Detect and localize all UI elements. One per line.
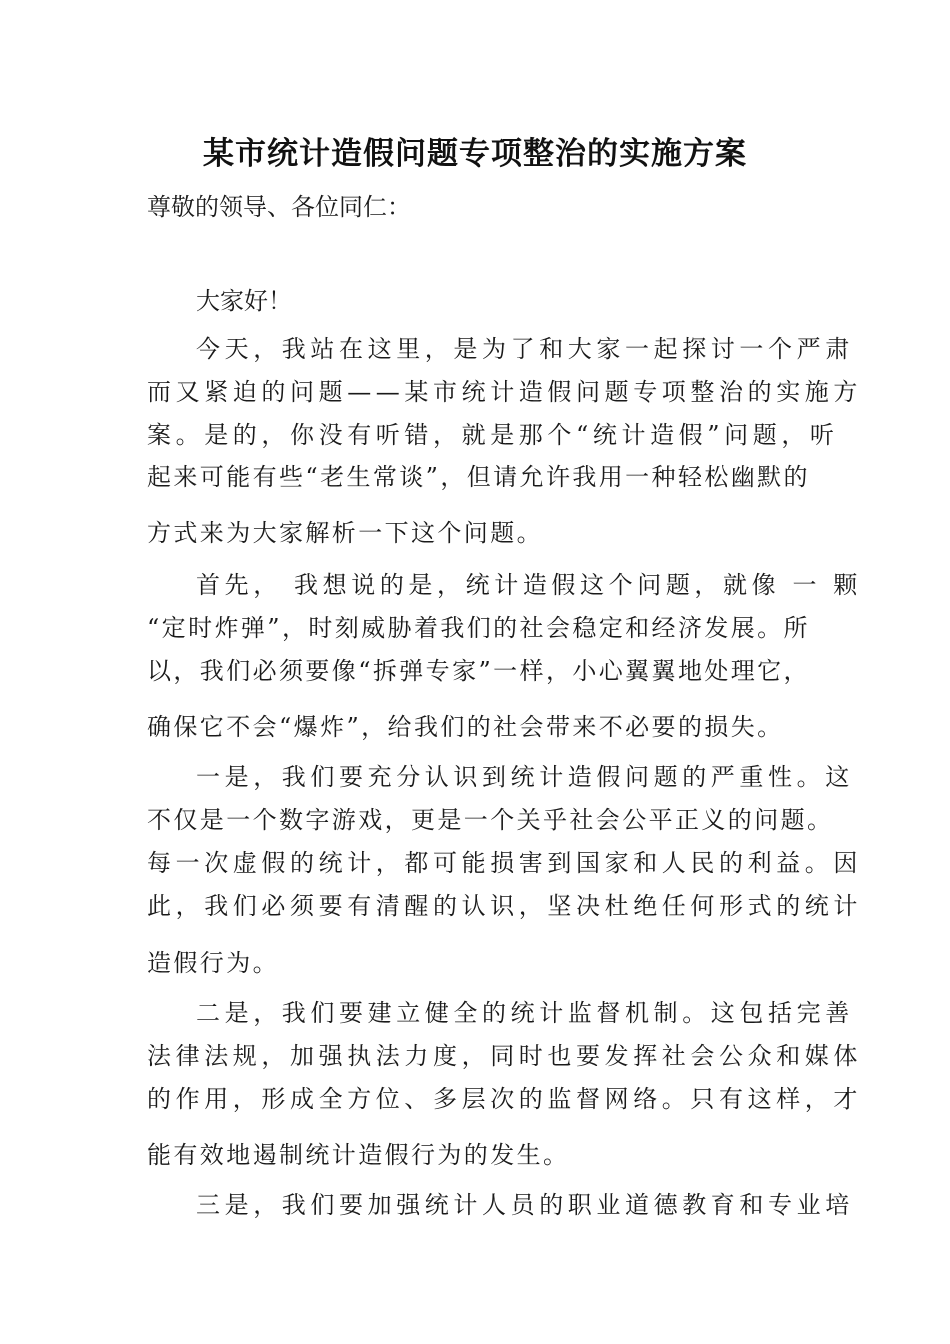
paragraph-3-line-2: 不仅是一个数字游戏，更是一个关乎社会公平正义的问题。 — [147, 806, 834, 834]
paragraph-3-line-3: 每一次虚假的统计，都可能损害到国家和人民的利益。因 — [147, 849, 862, 877]
paragraph-4-line-2: 法律法规，加强执法力度，同时也要发挥社会公众和媒体 — [147, 1042, 862, 1070]
salutation: 尊敬的领导、各位同仁： — [147, 193, 411, 221]
paragraph-5-line-1: 三是，我们要加强统计人员的职业道德教育和专业培 — [196, 1191, 854, 1219]
paragraph-1-line-5: 方式来为大家解析一下这个问题。 — [147, 519, 543, 547]
paragraph-1-line-3: 案。是的，你没有听错，就是那个“统计造假”问题，听 — [147, 421, 839, 449]
paragraph-3-line-5: 造假行为。 — [147, 949, 279, 977]
paragraph-1-line-4: 起来可能有些“老生常谈”，但请允许我用一种轻松幽默的 — [147, 463, 810, 491]
paragraph-2-line-2: “定时炸弹”，时刻威胁着我们的社会稳定和经济发展。所 — [147, 614, 810, 642]
paragraph-4-line-1: 二是，我们要建立健全的统计监督机制。这包括完善 — [196, 999, 854, 1027]
paragraph-3-line-4: 此，我们必须要有清醒的认识，坚决杜绝任何形式的统计 — [147, 892, 862, 920]
paragraph-1-line-2: 而又紧迫的问题——某市统计造假问题专项整治的实施方 — [147, 378, 862, 406]
paragraph-3-line-1: 一是，我们要充分认识到统计造假问题的严重性。这 — [196, 763, 854, 791]
paragraph-2-line-3: 以，我们必须要像“拆弹专家”一样，小心翼翼地处理它， — [147, 657, 810, 685]
paragraph-4-line-3: 的作用，形成全方位、多层次的监督网络。只有这样，才 — [147, 1085, 862, 1113]
paragraph-2-line-1: 首先， 我想说的是，统计造假这个问题，就像 一 颗 — [196, 571, 862, 599]
document-title: 某市统计造假问题专项整治的实施方案 — [203, 136, 747, 172]
greeting: 大家好！ — [196, 287, 292, 315]
paragraph-1-line-1: 今天，我站在这里，是为了和大家一起探讨一个严肃 — [196, 335, 854, 363]
paragraph-4-line-4: 能有效地遏制统计造假行为的发生。 — [147, 1141, 570, 1169]
paragraph-2-line-4: 确保它不会“爆炸”，给我们的社会带来不必要的损失。 — [147, 713, 784, 741]
